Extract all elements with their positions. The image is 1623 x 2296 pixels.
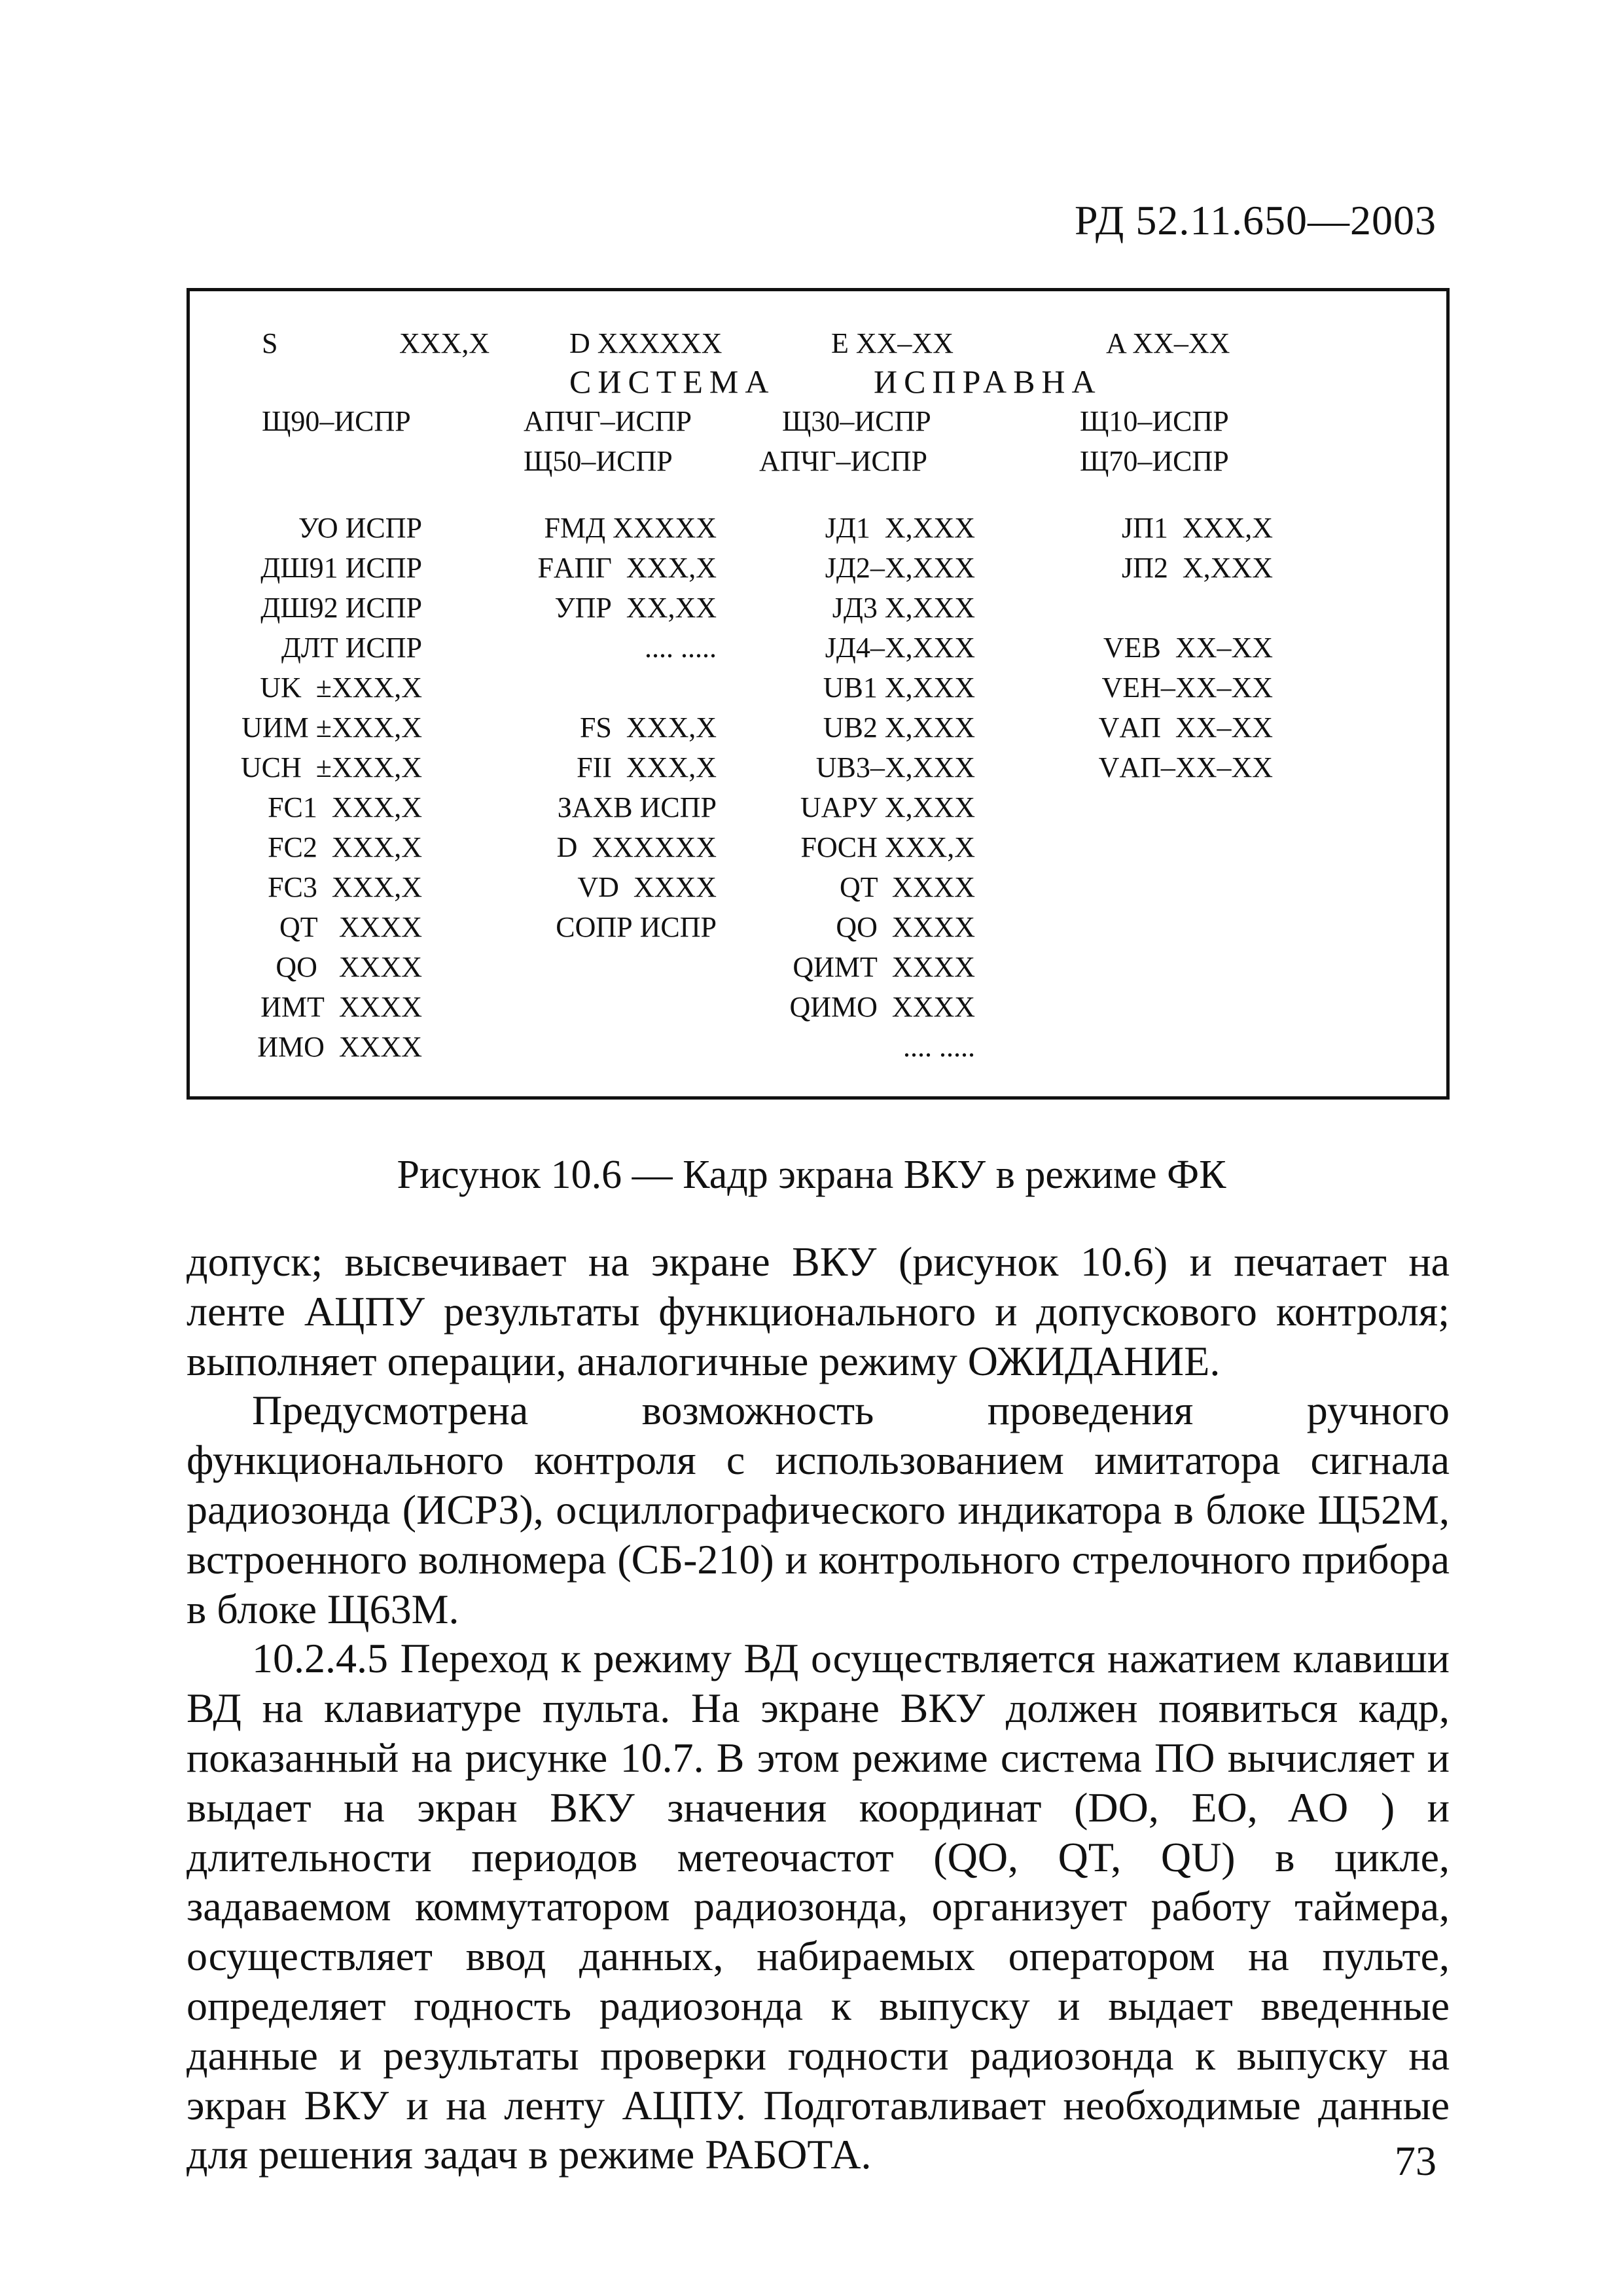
- screen-param-c3: ЈД2–X,XXX: [825, 552, 975, 584]
- paragraph: Предусмотрена возможность проведения ручного функционального контроля с использованием имитатора сигнала радиозонда (ИСРЗ), осциллографического индикатора в блоке Щ52М, встроенного волномера (СБ-210) и контрольного стрелочного прибора в блоке Щ63М.: [187, 1387, 1450, 1632]
- screen-param-c1: FC3 XXX,X: [268, 871, 422, 903]
- screen-param-c1: ДЛТ ИСПР: [281, 632, 422, 664]
- screen-param-c1: UCH ±XXX,X: [240, 751, 422, 783]
- screen-param-c2: .... .....: [645, 632, 717, 664]
- screen-param-c2: D XXXXXX: [556, 831, 717, 863]
- screen-param-c3: QИМТ XXXX: [793, 951, 975, 983]
- screen-d-value: D XXXXXX: [569, 327, 722, 359]
- screen-param-c1: ИМТ XXXX: [260, 991, 422, 1023]
- screen-s-value: XXX,X: [399, 327, 490, 359]
- screen-param-c3: QO XXXX: [836, 911, 975, 943]
- page-number: 73: [1395, 2138, 1436, 2184]
- screen-param-c2: ЗАХВ ИСПР: [557, 791, 717, 823]
- body-text: [187, 1237, 1450, 2179]
- screen-param-c3: .... .....: [903, 1031, 975, 1063]
- screen-param-c3: QИМО XXXX: [789, 991, 975, 1023]
- screen-param-c1: FC1 XXX,X: [268, 791, 422, 823]
- screen-block-status: Щ30–ИСПР: [782, 405, 931, 437]
- screen-param-c4: VАП–XX–XX: [1098, 751, 1273, 783]
- screen-param-c4: ЈП1 XXX,X: [1122, 512, 1273, 544]
- screen-param-c3: ЈД4–X,XXX: [825, 632, 975, 664]
- screen-param-c4: VEB XX–XX: [1103, 632, 1273, 664]
- screen-a-value: A XX–XX: [1106, 327, 1230, 359]
- screen-block-status: АПЧГ–ИСПР: [524, 405, 692, 437]
- screen-status-system: СИСТЕМА: [569, 363, 776, 400]
- screen-param-c1: УО ИСПР: [298, 512, 422, 544]
- screen-param-c3: UB1 X,XXX: [823, 672, 975, 704]
- screen-block-status: Щ50–ИСПР: [524, 445, 673, 477]
- screen-param-c4: VАП XX–XX: [1098, 711, 1273, 744]
- screen-s-label: S: [262, 327, 278, 359]
- screen-param-c1: UИМ ±XXX,X: [241, 711, 422, 744]
- figure-caption: Рисунок 10.6 — Кадр экрана ВКУ в режиме ФК: [397, 1153, 1226, 1197]
- screen-param-c2: FII XXX,X: [577, 751, 717, 783]
- screen-param-c2: УПР XX,XX: [554, 592, 717, 624]
- screen-param-c1: ДШ91 ИСПР: [260, 552, 422, 584]
- screen-block-status: Щ70–ИСПР: [1080, 445, 1229, 477]
- screen-param-c1: QT XXXX: [279, 911, 422, 943]
- screen-param-c1: UK ±XXX,X: [260, 672, 422, 704]
- screen-param-c3: QT XXXX: [840, 871, 975, 903]
- paragraph: 10.2.4.5 Переход к режиму ВД осуществляется нажатием клавиши ВД на клавиатуре пульта. На экране ВКУ должен появиться кадр, показанный на рисунке 10.7. В этом режиме система ПО вычисляет и выдает на экран ВКУ значения координат (DO, EO, AO ) и длительности периодов метеочастот (QO, QT, QU) в цикле, задаваемом коммутатором радиозонда, организует работу таймера, осуществляет ввод данных, набираемых оператором на пульте, определяет годность радиозонда к выпуску и выдает введенные данные и результаты проверки годности радиозонда к выпуску на экран ВКУ и на ленту АЦПУ. Подготавливает необходимые данные для решения задач в режиме РАБОТА.: [187, 1635, 1450, 2178]
- screen-param-c4: VEH–XX–XX: [1101, 672, 1273, 704]
- screen-param-c1: ДШ92 ИСПР: [260, 592, 422, 624]
- screen-param-c1: FC2 XXX,X: [268, 831, 422, 863]
- screen-block-status: Щ90–ИСПР: [262, 405, 411, 437]
- screen-param-c1: QO XXXX: [276, 951, 422, 983]
- screen-param-c3: UB3–X,XXX: [815, 751, 975, 783]
- screen-e-value: E XX–XX: [831, 327, 954, 359]
- screen-status-ok: ИСПРАВНА: [874, 363, 1102, 400]
- screen-param-c3: ЈД3 X,XXX: [832, 592, 975, 624]
- screen-param-c4: ЈП2 X,XXX: [1122, 552, 1273, 584]
- screen-param-c2: FS XXX,X: [579, 711, 717, 744]
- paragraph: допуск; высвечивает на экране ВКУ (рисунок 10.6) и печатает на ленте АЦПУ результаты функционального и допускового контроля; выполняет операции, аналогичные режиму ОЖИДАНИЕ.: [187, 1238, 1450, 1384]
- screen-param-c3: UB2 X,XXX: [823, 711, 975, 744]
- screen-param-c3: ЈД1 X,XXX: [825, 512, 975, 544]
- screen-param-c3: FOCH XXX,X: [800, 831, 975, 863]
- screen-param-c2: FМД XXXXX: [544, 512, 717, 544]
- screen-block-status: Щ10–ИСПР: [1080, 405, 1229, 437]
- screen-param-c1: ИМО XXXX: [257, 1031, 422, 1063]
- screen-param-c2: VD XXXX: [577, 871, 717, 903]
- page-header: РД 52.11.650—2003: [1074, 197, 1436, 243]
- screen-param-c3: UАРУ X,XXX: [800, 791, 975, 823]
- vku-screen-frame: [187, 288, 1450, 1100]
- screen-param-c2: FАПГ XXX,X: [537, 552, 717, 584]
- screen-block-status: АПЧГ–ИСПР: [759, 445, 927, 477]
- screen-param-c2: СОПР ИСПР: [556, 911, 717, 943]
